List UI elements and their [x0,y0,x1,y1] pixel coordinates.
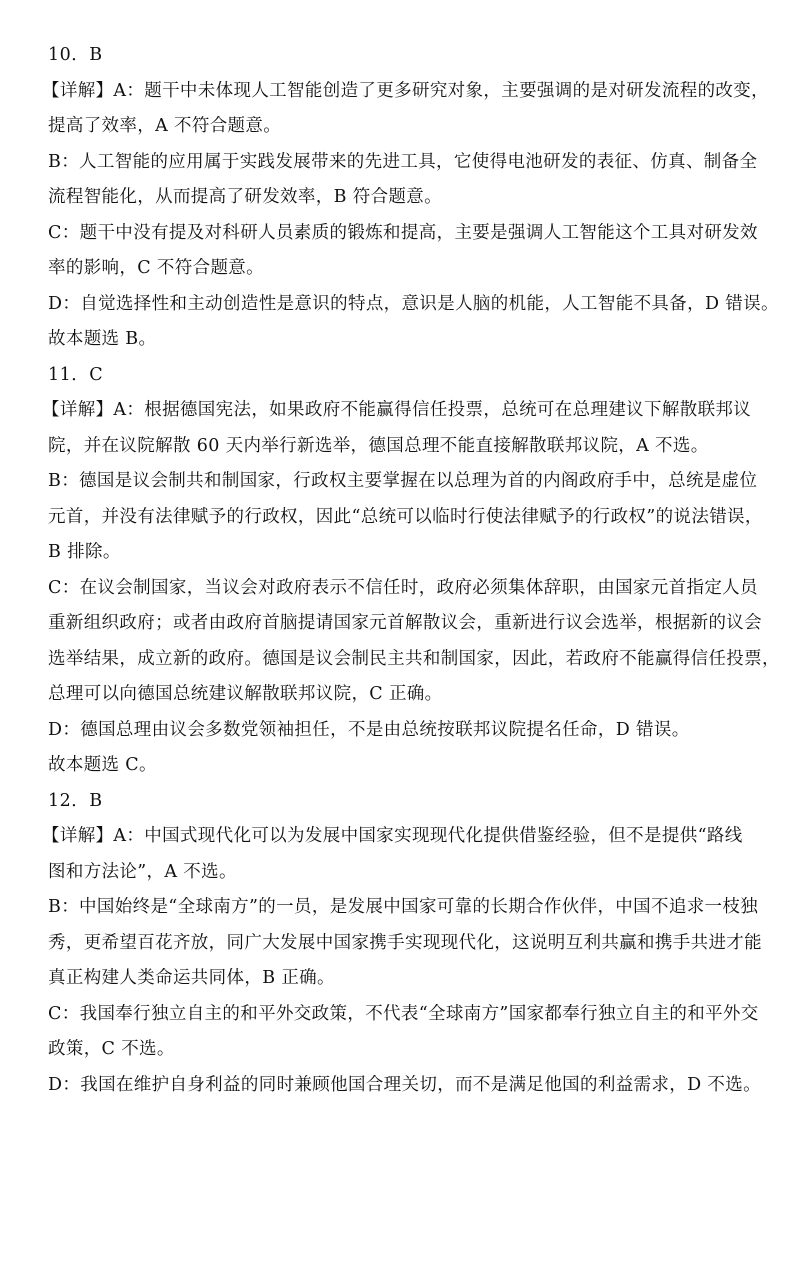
q11-option-b-line-2: 元首，并没有法律赋予的行政权，因此“总统可以临时行使法律赋予的行政权”的说法错误， [48,506,763,527]
q10-option-b-line-2: 流程智能化，从而提高了研发效率，B 符合题意。 [48,187,442,207]
q10-option-b-line-1: B：人工智能的应用属于实践发展带来的先进工具，它使得电池研发的表征、仿真、制备全 [48,151,758,172]
question-10-number: 10．B [48,45,103,65]
question-12-number: 12．B [48,790,103,811]
q12-option-b-line-3: 真正构建人类命运共同体，B 正确。 [48,968,335,988]
q12-option-c-line-2: 政策，C 不选。 [48,1039,175,1059]
q10-detail-a-line-2: 提高了效率，A 不符合题意。 [48,116,282,136]
q11-option-b-line-3: B 排除。 [48,542,121,562]
q11-option-c-line-4: 总理可以向德国总统建议解散联邦议院，C 正确。 [48,684,443,704]
q11-option-c-line-2: 重新组织政府；或者由政府首脑提请国家元首解散议会，重新进行议会选举，根据新的议会 [48,613,762,633]
q12-option-b-line-2: 秀，更希望百花齐放，同广大发展中国家携手实现现代化，这说明互利共赢和携手共进才能 [48,932,762,953]
q12-option-b-line-1: B：中国始终是“全球南方”的一员，是发展中国家可靠的长期合作伙伴，中国不追求一枝独 [48,897,759,917]
q11-option-d-line: D：德国总理由议会多数党领袖担任，不是由总统按联邦议院提名任命，D 错误。 [48,719,690,740]
q11-option-c-line-3: 选举结果，成立新的政府。德国是议会制民主共和制国家，因此，若政府不能赢得信任投票， [48,648,780,669]
q11-detail-a-line-1: 【详解】A：根据德国宪法，如果政府不能赢得信任投票，总统可在总理建议下解散联邦议 [42,400,752,420]
q12-detail-a-line-2: 图和方法论”，A 不选。 [48,861,237,882]
q11-detail-a-line-2: 院，并在议院解散 60 天内举行新选举，德国总理不能直接解散联邦议院，A 不选。 [48,435,709,456]
q11-conclusion: 故本题选 C。 [48,755,157,775]
q10-option-c-line-1: C：题干中没有提及对科研人员素质的锻炼和提高，主要是强调人工智能这个工具对研发效 [48,222,758,243]
q12-option-d-line: D：我国在维护自身利益的同时兼顾他国合理关切，而不是满足他国的利益需求，D 不选。 [48,1074,761,1095]
question-11-number: 11．C [48,364,104,385]
q12-detail-a-line-1: 【详解】A：中国式现代化可以为发展中国家实现现代化提供借鉴经验，但不是提供“路线 [42,826,743,846]
q12-option-c-line-1: C：我国奉行独立自主的和平外交政策，不代表“全球南方”国家都奉行独立自主的和平外交 [48,1003,759,1024]
q10-detail-a-line-1: 【详解】A：题干中未体现人工智能创造了更多研究对象，主要强调的是对研发流程的改变， [42,80,769,101]
answer-explanations-page [42,38,780,1103]
q11-option-c-line-1: C：在议会制国家，当议会对政府表示不信任时，政府必须集体辞职，由国家元首指定人员 [48,577,758,598]
q10-option-c-line-2: 率的影响，C 不符合题意。 [48,258,265,278]
q10-conclusion: 故本题选 B。 [48,329,157,349]
q10-option-d-line: D：自觉选择性和主动创造性是意识的特点，意识是人脑的机能，人工智能不具备，D 错误。 [48,293,779,314]
q11-option-b-line-1: B：德国是议会制共和制国家，行政权主要掌握在以总理为首的内阁政府手中，总统是虚位 [48,471,758,491]
